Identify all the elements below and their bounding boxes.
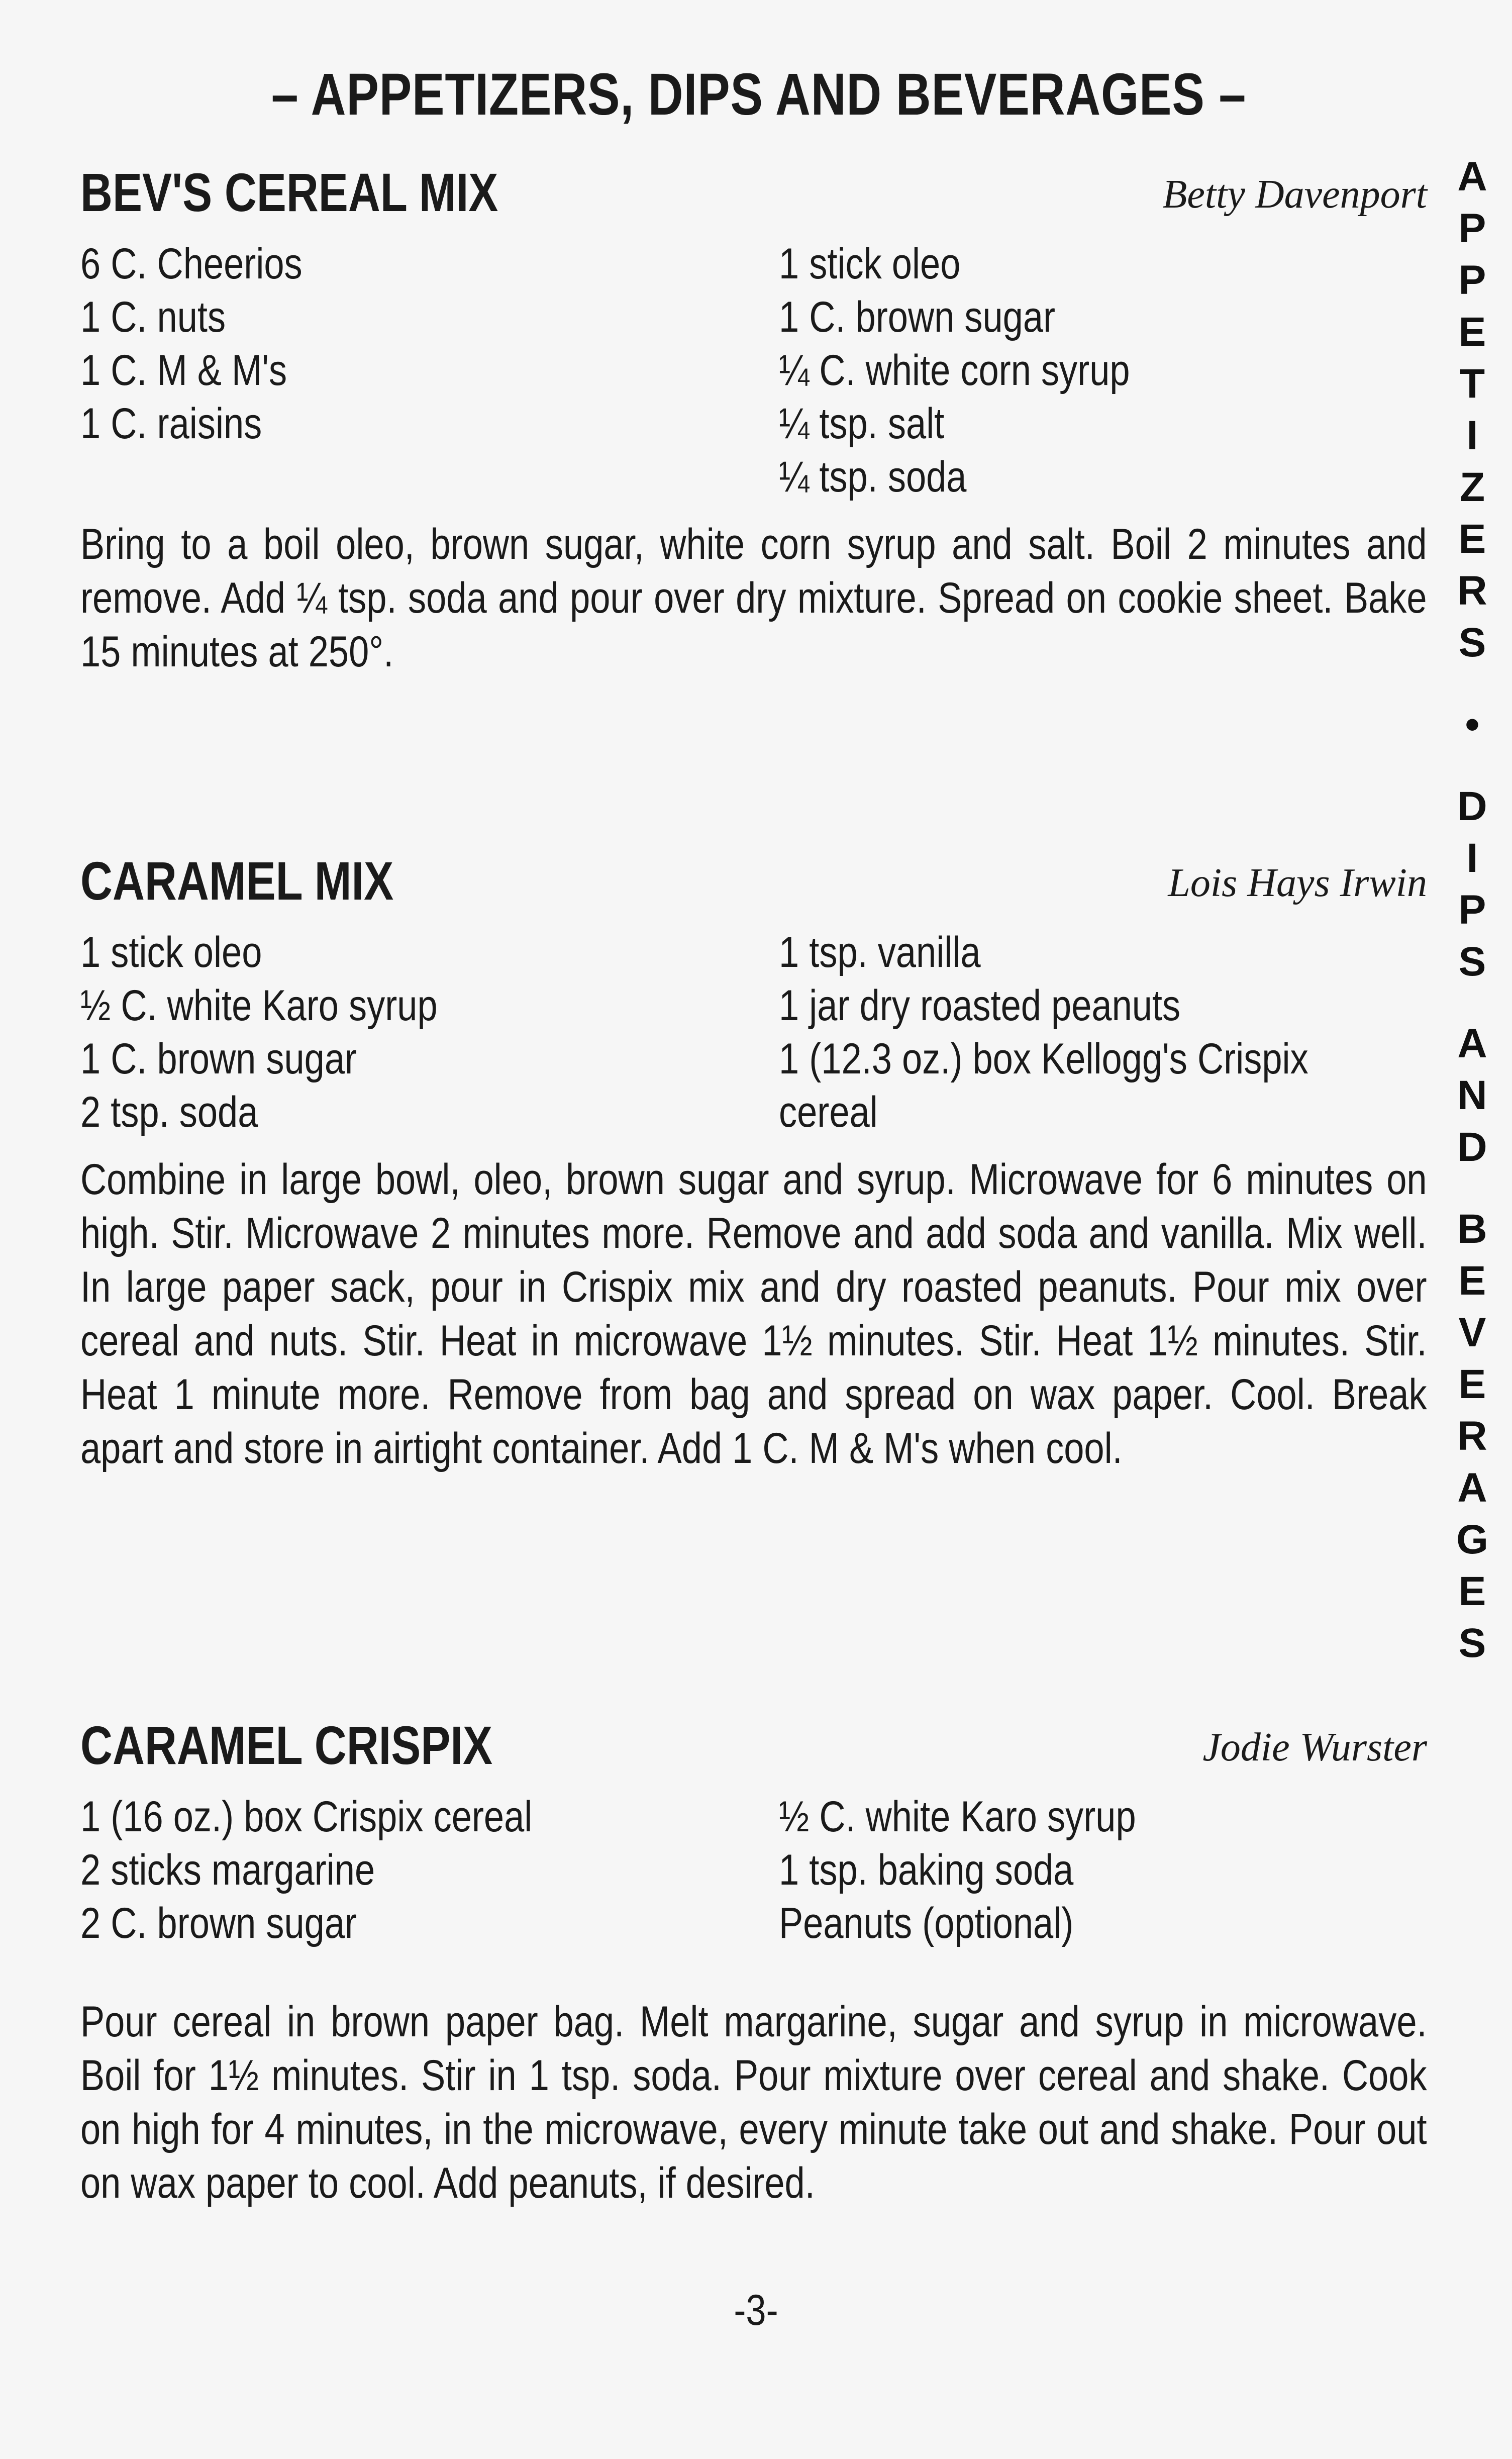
ingredient: 1 (16 oz.) box Crispix cereal [80,1793,533,1841]
side-tab-letter: P [1458,206,1486,251]
ingredients-right [779,1790,1427,1950]
side-tab-letter: S [1458,620,1486,665]
side-tab-letter: I [1466,835,1478,881]
side-tab-letter: T [1459,361,1485,407]
ingredient: cereal [779,1088,878,1136]
page-number: -3- [734,2286,778,2334]
ingredient: ¼ tsp. soda [779,453,967,501]
side-tab-letter: A [1457,1465,1487,1511]
ingredients-left [80,237,779,504]
side-tab-letter: E [1458,1361,1486,1407]
recipe-bevs-cereal-mix [80,161,1427,679]
side-tab-letter: R [1457,568,1487,614]
recipe-title: CARAMEL MIX [80,850,394,911]
recipe-caramel-mix [80,849,1427,1476]
ingredients [80,1790,1427,1950]
section-header: – APPETIZERS, DIPS AND BEVERAGES – [271,61,1247,128]
ingredient: ¼ tsp. salt [779,400,945,448]
ingredients [80,237,1427,504]
ingredient: ½ C. white Karo syrup [779,1793,1136,1841]
ingredient: 1 stick oleo [779,240,961,288]
ingredient: ¼ C. white corn syrup [779,346,1130,395]
ingredients-right [779,926,1427,1139]
side-tab-letter: S [1458,1620,1486,1666]
ingredients-left [80,1790,779,1950]
ingredient: 1 jar dry roasted peanuts [779,981,1181,1030]
ingredient: 1 C. raisins [80,400,262,448]
side-tab-letter: V [1458,1310,1486,1355]
ingredient: 1 stick oleo [80,928,262,976]
ingredient: 1 C. brown sugar [779,293,1056,341]
recipe-title: CARAMEL CRISPIX [80,1715,493,1776]
recipe-caramel-crispix [80,1714,1427,2210]
recipe-instructions: Bring to a boil oleo, brown sugar, white corn syrup and salt. Boil 2 minutes and remove. Add ¼ tsp. soda and pour over dry mixture. Spread on cookie sheet. Bake 15 minutes at 250°. [80,520,1427,676]
side-tab-letter: E [1458,1568,1486,1614]
side-tab-letter: N [1457,1072,1487,1118]
side-tab-letter: P [1458,887,1486,933]
ingredient: 2 tsp. soda [80,1088,258,1136]
recipe-author: Jodie Wurster [1202,1725,1427,1769]
recipe-instructions: Pour cereal in brown paper bag. Melt margarine, sugar and syrup in microwave. Boil for 1½ minutes. Stir in 1 tsp. soda. Pour mixture over cereal and shake. Cook on high for 4 minutes, in the microwave, every minute take out and shake. Pour out on wax paper to cool. Add peanuts, if desired. [80,1998,1427,2207]
ingredients [80,926,1427,1139]
side-tab-letter: S [1458,939,1486,985]
side-tab-letter: A [1457,154,1487,200]
side-tab-letter: I [1466,413,1478,458]
ingredient: Peanuts (optional) [779,1899,1074,1947]
side-tab-letter: P [1458,257,1486,303]
ingredients-left [80,926,779,1139]
side-tab-letter: B [1457,1206,1487,1252]
recipe-title: BEV'S CEREAL MIX [80,162,498,223]
ingredient: 1 tsp. baking soda [779,1846,1074,1894]
ingredient: ½ C. white Karo syrup [80,981,438,1030]
ingredient: 2 sticks margarine [80,1846,375,1894]
side-tab-letter: D [1457,1124,1487,1170]
ingredient: 1 C. brown sugar [80,1035,357,1083]
ingredient: 6 C. Cheerios [80,240,303,288]
side-tab-letter: Z [1459,464,1485,510]
ingredient: 2 C. brown sugar [80,1899,357,1947]
recipe-author: Lois Hays Irwin [1168,861,1427,905]
side-tab-bullet: • [1465,702,1480,747]
side-tab-letter: G [1456,1517,1488,1562]
side-tab-letter: R [1457,1413,1487,1459]
side-tab-letter: E [1458,516,1486,562]
ingredients-right [779,237,1427,504]
ingredient: 1 C. M & M's [80,346,287,395]
side-tab-letter: D [1457,783,1487,829]
side-tab-letter: E [1458,309,1486,355]
ingredient: 1 tsp. vanilla [779,928,981,976]
side-tab-letter: A [1457,1021,1487,1066]
recipe-instructions: Combine in large bowl, oleo, brown sugar and syrup. Microwave for 6 minutes on high. Stir. Microwave 2 minutes more. Remove and add soda and vanilla. Mix well. In large paper sack, pour in Crispix mix and dry roasted peanuts. Pour mix over cereal and nuts. Stir. Heat in microwave 1½ minutes. Stir. Heat 1½ minutes. Stir. Heat 1 minute more. Remove from bag and spread on wax paper. Cool. Break apart and store in airtight container. Add 1 C. M & M's when cool. [80,1155,1427,1472]
side-tab [1447,151,1497,1669]
recipe-author: Betty Davenport [1162,172,1427,217]
ingredient: 1 C. nuts [80,293,226,341]
side-tab-letter: E [1458,1258,1486,1304]
ingredient: 1 (12.3 oz.) box Kellogg's Crispix [779,1035,1308,1083]
